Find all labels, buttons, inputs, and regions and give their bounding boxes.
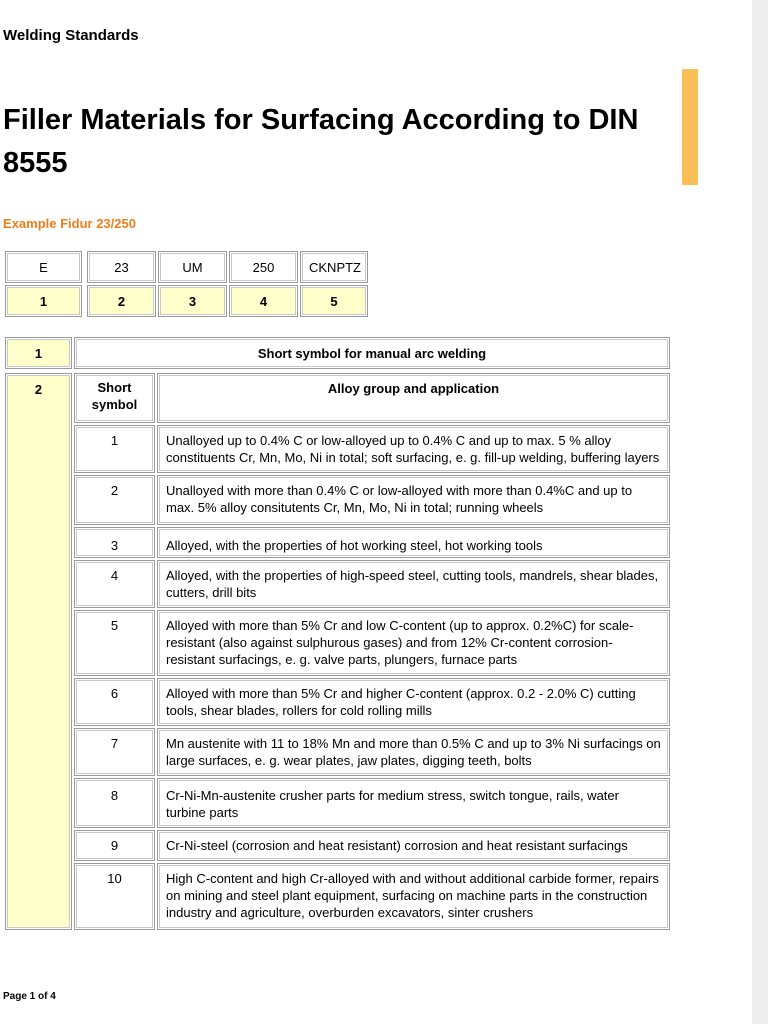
table-row-symbol: 3: [74, 527, 155, 558]
table-row-symbol: 4: [74, 560, 155, 608]
page-title: Filler Materials for Surfacing According to DIN 8555: [3, 104, 639, 179]
example-code-cell: E: [5, 251, 82, 283]
table-row-symbol: 9: [74, 830, 155, 861]
table-row-text: Unalloyed with more than 0.4% C or low-alloyed with more than 0.4%C and up to max. 5% alloy consitutents Cr, Mn, Mo, Ni in total; running wheels: [157, 475, 670, 525]
table-row-text: Mn austenite with 11 to 18% Mn and more than 0.5% C and up to 3% Ni surfacings on large surfaces, e. g. wear plates, jaw plates, digging teeth, bolts: [157, 728, 670, 776]
column-header-application: Alloy group and application: [157, 373, 670, 423]
section2-number: 2: [5, 373, 72, 930]
column-header-symbol: Short symbol: [74, 373, 155, 423]
table-row-text: Alloyed with more than 5% Cr and low C-content (up to approx. 0.2%C) for scale-resistant (also against sulphurous gases) and from 12% Cr-content corrosion-resistant surfacings, e. g. valve parts, plungers, furnace parts: [157, 610, 670, 676]
table-row-symbol: 5: [74, 610, 155, 676]
example-code-cell: UM: [158, 251, 227, 283]
example-label: Example Fidur 23/250: [3, 216, 136, 231]
table-row-text: Unalloyed up to 0.4% C or low-alloyed up to 0.4% C and up to max. 5 % alloy constituents Cr, Mn, Mo, Ni in total; soft surfacing, e. g. fill-up welding, buffering layers: [157, 425, 670, 473]
example-index-cell: 4: [229, 285, 298, 317]
table-row-symbol: 10: [74, 863, 155, 930]
section1-title: Short symbol for manual arc welding: [74, 337, 670, 369]
example-index-cell: 5: [300, 285, 368, 317]
table-row-text: Alloyed, with the properties of high-speed steel, cutting tools, mandrels, shear blades, cutters, drill bits: [157, 560, 670, 608]
table-row-symbol: 8: [74, 778, 155, 828]
table-row-symbol: 2: [74, 475, 155, 525]
example-code-cell: 250: [229, 251, 298, 283]
example-index-cell: 1: [5, 285, 82, 317]
table-row-symbol: 7: [74, 728, 155, 776]
table-row-symbol: 1: [74, 425, 155, 473]
table-row-symbol: 6: [74, 678, 155, 726]
example-index-cell: 3: [158, 285, 227, 317]
right-margin-strip: [752, 0, 768, 1024]
section1-number: 1: [5, 337, 72, 369]
example-code-cell: 23: [87, 251, 156, 283]
table-row-text: Cr-Ni-steel (corrosion and heat resistant) corrosion and heat resistant surfacings: [157, 830, 670, 861]
example-index-cell: 2: [87, 285, 156, 317]
section-header: Welding Standards: [3, 27, 139, 44]
table-row-text: Alloyed, with the properties of hot working steel, hot working tools: [157, 527, 670, 558]
table-row-text: Alloyed with more than 5% Cr and higher C-content (approx. 0.2 - 2.0% C) cutting tools, shear blades, rollers for cold rolling mills: [157, 678, 670, 726]
example-code-cell: CKNPTZ: [300, 251, 368, 283]
table-row-text: Cr-Ni-Mn-austenite crusher parts for medium stress, switch tongue, rails, water turbine parts: [157, 778, 670, 828]
table-row-text: High C-content and high Cr-alloyed with and without additional carbide former, repairs on mining and steel plant equipment, surfacing on machine parts in the construction industry and agriculture, overburden excavators, sinter crushers: [157, 863, 670, 930]
page-number: Page 1 of 4: [3, 991, 56, 1002]
